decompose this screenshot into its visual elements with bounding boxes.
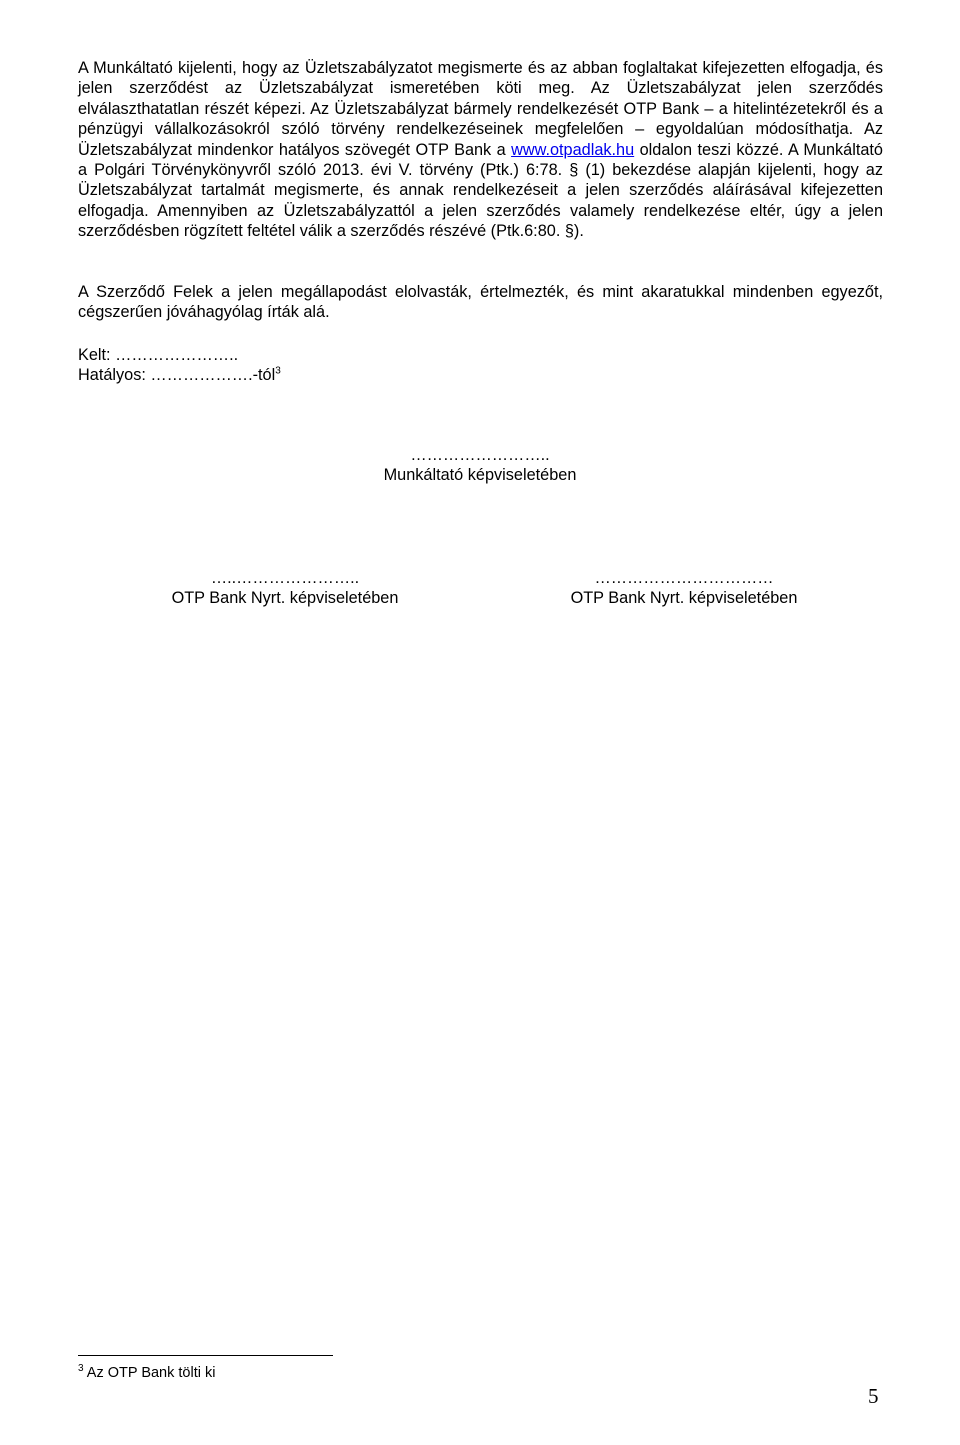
bank-signature-block-right — [534, 568, 834, 608]
footnote — [78, 1364, 215, 1382]
signature-label: OTP Bank Nyrt. képviseletében — [570, 589, 798, 607]
bank-signature-block-left — [135, 568, 435, 608]
footnote-reference: 3 — [275, 365, 281, 377]
otpadlak-link[interactable]: www.otpadlak.hu — [511, 140, 635, 159]
page-number: 5 — [868, 1384, 879, 1408]
signing-paragraph: A Szerződő Felek a jelen megállapodást elolvasták, értelmezték, és mint akaratukkal mindenben egyezőt, cégszerűen jóváhagyólag írták alá. — [78, 283, 883, 322]
signature-line: …..………………….. — [210, 569, 360, 587]
hatalyos-text: Hatályos: ……………….-tól — [78, 366, 276, 384]
signature-line: …………………….. — [410, 446, 550, 464]
footnote-separator — [78, 1355, 333, 1356]
footnote-text: Az OTP Bank tölti ki — [86, 1365, 216, 1381]
paragraph-text-part2: oldalon teszi közzé. A Munkáltató a Polgári Törvénykönyvről szóló 2013. évi V. törvény (Ptk.) 6:78. § (1) bekezdése alapján kijelenti, hogy az Üzletszabályzat tartalmát megismerte, és annak rendelkezéseit a jelen szerződés aláírásával kifejezetten elfogadja. Amennyiben az Üzletszabályzattól a jelen szerződés valamely rendelkezése eltér, úgy a jelen szerződésben rögzített feltétel válik a szerződés részévé (Ptk.6:80. §). — [78, 140, 883, 241]
hatalyos-line — [78, 365, 281, 385]
signature-line: …………………………… — [594, 569, 774, 587]
signature-label: OTP Bank Nyrt. képviseletében — [171, 589, 399, 607]
acceptance-paragraph — [78, 58, 883, 242]
footnote-number: 3 — [78, 1363, 84, 1375]
paragraph-text-part1: A Munkáltató kijelenti, hogy az Üzletszabályzatot megismerte és az abban foglaltakat kifejezetten elfogadja, és jelen szerződést az Üzletszabályzat ismeretében köti meg. Az Üzletszabályzat jelen szerződés elválaszthatatlan részét képezi. Az Üzletszabályzat bármely rendelkezését OTP Bank – a hitelintézetekről és a pénzügyi vállalkozásokról szóló törvény rendelkezéseinek megfelelően – egyoldalúan módosíthatja. Az Üzletszabályzat mindenkor hatályos szövegét OTP Bank a — [78, 59, 883, 159]
employer-signature-block — [330, 445, 630, 485]
kelt-line: Kelt: ………………….. — [78, 346, 239, 364]
signature-label: Munkáltató képviseletében — [383, 466, 577, 484]
